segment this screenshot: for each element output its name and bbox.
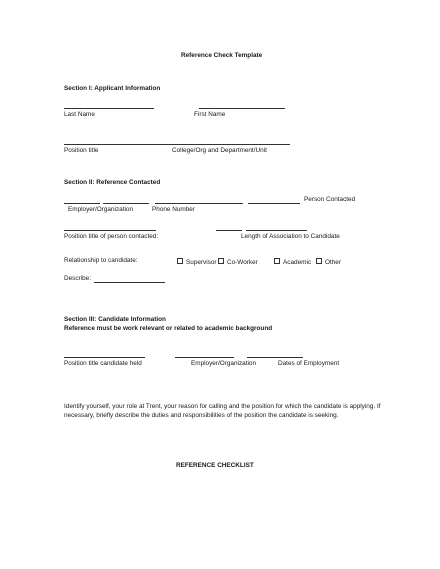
describe-field[interactable] bbox=[94, 282, 165, 283]
employer-label: Employer/Organization bbox=[68, 206, 134, 213]
section-3-heading: Section III: Candidate Information bbox=[64, 316, 166, 323]
length-field-b[interactable] bbox=[246, 230, 307, 231]
length-assoc-label: Length of Association to Candidate bbox=[241, 233, 340, 240]
position-title-label: Position title bbox=[64, 147, 99, 154]
position-college-field[interactable] bbox=[64, 144, 290, 145]
option-academic-label: Academic bbox=[283, 259, 312, 266]
phone-field[interactable] bbox=[103, 203, 149, 204]
section-2-heading: Section II: Reference Contacted bbox=[64, 179, 161, 186]
checkbox-other[interactable] bbox=[316, 258, 322, 264]
describe-label: Describe: bbox=[64, 275, 91, 282]
instructions-paragraph: Identify yourself, your role at Trent, your reason for calling and the position for which the candidate is applying. If necessary, briefly describe the duties and responsibilities of the position the candidate is seeking. bbox=[64, 403, 381, 420]
first-name-field[interactable] bbox=[199, 108, 285, 109]
relationship-label: Relationship to candidate: bbox=[64, 257, 138, 264]
checkbox-supervisor[interactable] bbox=[177, 258, 183, 264]
dates-field[interactable] bbox=[247, 357, 303, 358]
length-field-a[interactable] bbox=[216, 230, 242, 231]
option-other[interactable] bbox=[316, 258, 341, 266]
checklist-heading: REFERENCE CHECKLIST bbox=[176, 462, 254, 469]
option-supervisor[interactable] bbox=[177, 258, 217, 266]
last-name-field[interactable] bbox=[64, 108, 154, 109]
position-title-person-field[interactable] bbox=[64, 230, 156, 231]
option-other-label: Other bbox=[325, 259, 341, 266]
person-contacted-field[interactable] bbox=[248, 203, 300, 204]
checkbox-coworker[interactable] bbox=[218, 258, 224, 264]
position-held-label: Position title candidate held bbox=[64, 360, 142, 367]
employer-3-label: Employer/Organization bbox=[191, 360, 257, 367]
phone-label: Phone Number bbox=[152, 206, 195, 213]
employer-3-field[interactable] bbox=[175, 357, 234, 358]
first-name-label: First Name bbox=[194, 111, 226, 118]
last-name-label: Last Name bbox=[64, 111, 95, 118]
option-coworker-label: Co-Worker bbox=[227, 259, 258, 266]
position-held-field[interactable] bbox=[64, 357, 145, 358]
dates-label: Dates of Employment bbox=[278, 360, 340, 367]
section-3-subheading: Reference must be work relevant or related to academic background bbox=[64, 325, 273, 332]
contact-field[interactable] bbox=[155, 203, 243, 204]
position-title-person-label: Position title of person contacted: bbox=[64, 233, 159, 240]
option-coworker[interactable] bbox=[218, 258, 258, 266]
option-academic[interactable] bbox=[274, 258, 311, 266]
checkbox-academic[interactable] bbox=[274, 258, 280, 264]
option-supervisor-label: Supervisor bbox=[186, 259, 217, 266]
document-title: Reference Check Template bbox=[181, 52, 263, 59]
college-label: College/Org and Department/Unit bbox=[172, 147, 267, 154]
section-1-heading: Section I: Applicant Information bbox=[64, 85, 161, 92]
employer-field[interactable] bbox=[64, 203, 100, 204]
person-contacted-label: Person Contacted bbox=[304, 196, 356, 203]
